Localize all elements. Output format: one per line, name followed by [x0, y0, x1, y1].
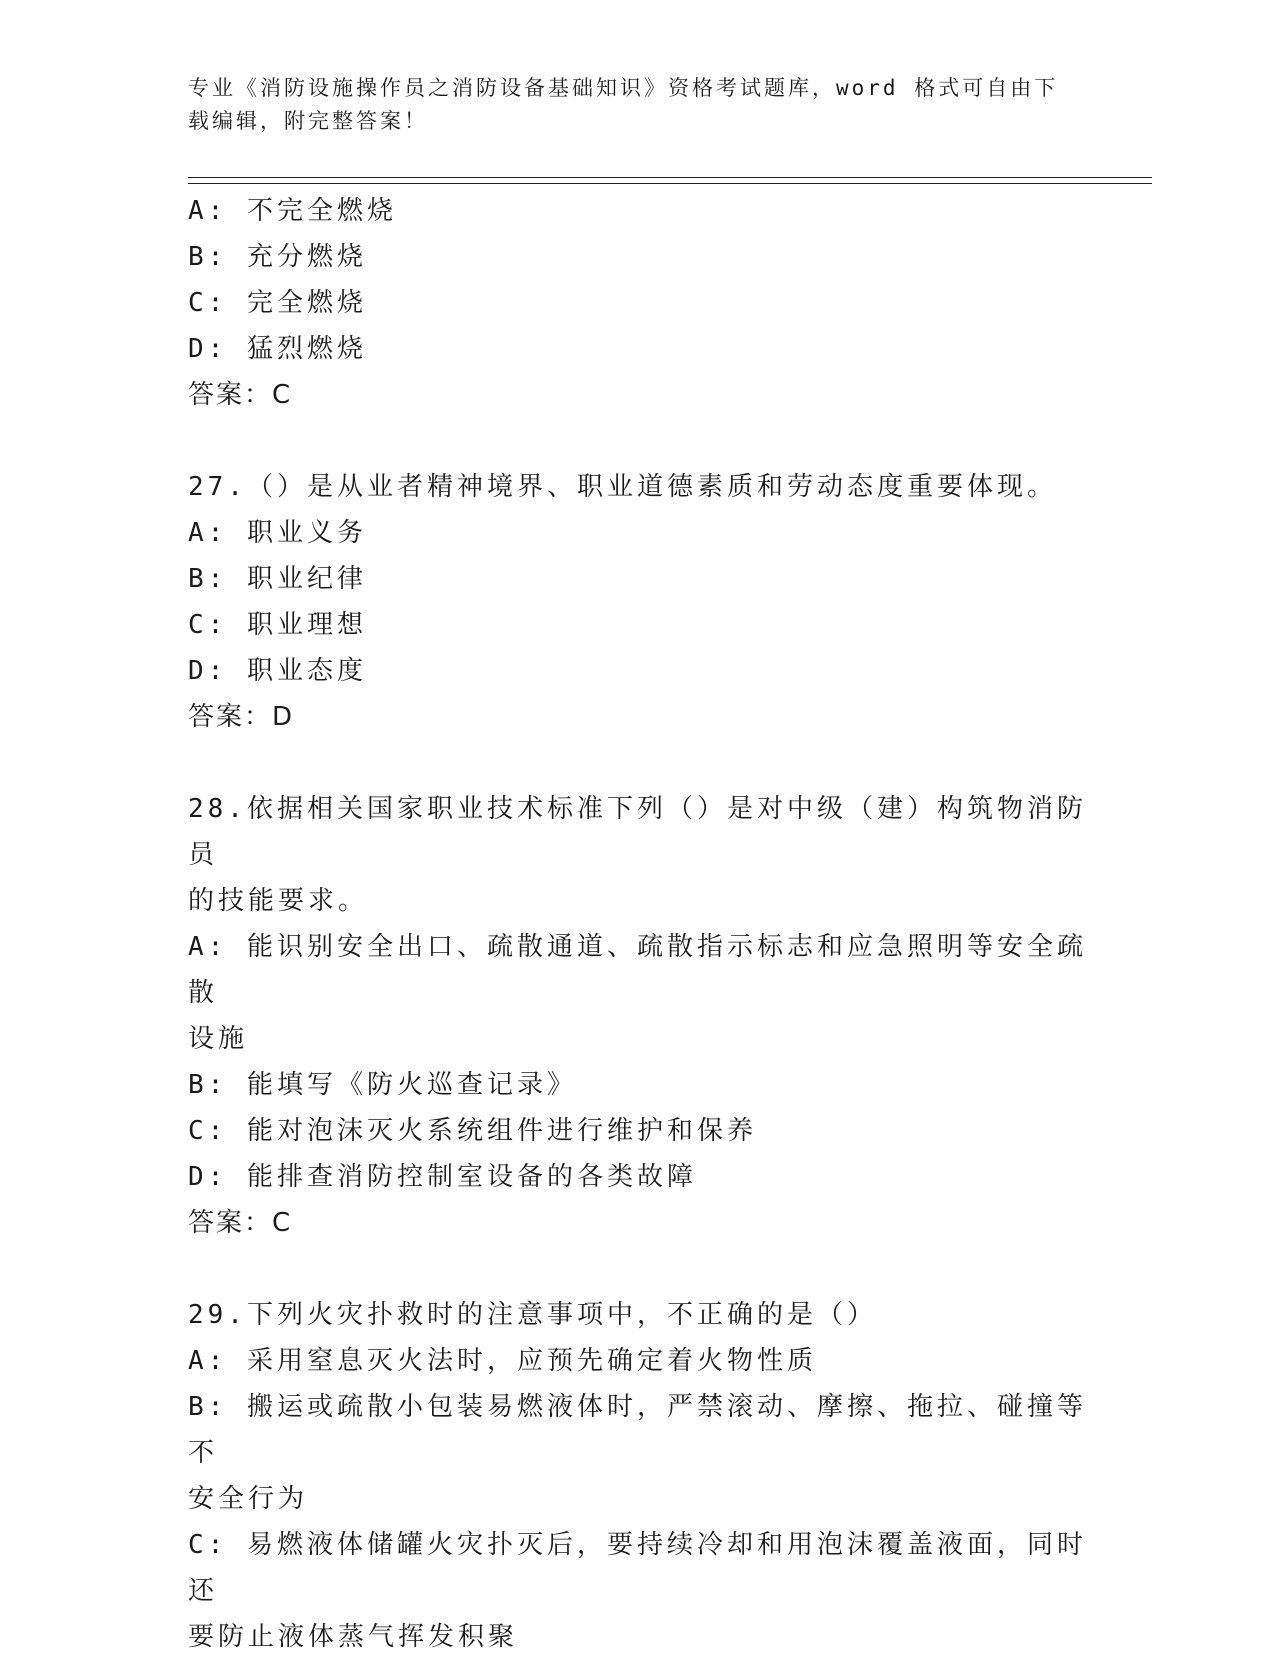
option-c-line-2: 要防止液体蒸气挥发积聚 — [188, 1622, 519, 1652]
question-list — [188, 188, 1088, 1660]
question-29 — [188, 1292, 1088, 1660]
spacer — [188, 418, 1088, 464]
answer: 答案：D — [188, 702, 295, 732]
spacer — [188, 740, 1088, 786]
answer: 答案：C — [188, 1208, 293, 1238]
header-divider-bottom — [188, 183, 1152, 184]
document-header — [188, 72, 1068, 138]
header-divider-top — [188, 177, 1152, 178]
option-c: C: 完全燃烧 — [188, 288, 367, 318]
question-26 — [188, 188, 1088, 418]
option-a: A: 职业义务 — [188, 518, 367, 548]
question-28 — [188, 786, 1088, 1246]
option-b-line-1: B: 搬运或疏散小包装易燃液体时，严禁滚动、摩擦、拖拉、碰撞等不 — [188, 1392, 1087, 1468]
question-stem-line-1: 28.依据相关国家职业技术标准下列（）是对中级（建）构筑物消防员 — [188, 794, 1087, 870]
question-27 — [188, 464, 1088, 740]
option-d: D: 职业态度 — [188, 656, 367, 686]
option-b: B: 充分燃烧 — [188, 242, 367, 272]
option-b: B: 职业纪律 — [188, 564, 367, 594]
header-line-2: 载编辑，附完整答案！ — [188, 109, 428, 133]
option-d: D: 猛烈燃烧 — [188, 334, 367, 364]
answer: 答案：C — [188, 380, 293, 410]
option-a: A: 采用窒息灭火法时，应预先确定着火物性质 — [188, 1346, 817, 1376]
question-stem: 27.（）是从业者精神境界、职业道德素质和劳动态度重要体现。 — [188, 472, 1057, 502]
spacer — [188, 1246, 1088, 1292]
option-b: B: 能填写《防火巡查记录》 — [188, 1070, 577, 1100]
header-line-1: 专业《消防设施操作员之消防设备基础知识》资格考试题库，word 格式可自由下 — [188, 76, 1059, 100]
question-stem: 29.下列火灾扑救时的注意事项中，不正确的是（） — [188, 1300, 877, 1330]
question-stem-line-2: 的技能要求。 — [188, 886, 369, 916]
option-a: A: 不完全燃烧 — [188, 196, 397, 226]
option-c: C: 职业理想 — [188, 610, 367, 640]
option-d: D: 能排查消防控制室设备的各类故障 — [188, 1162, 697, 1192]
option-c: C: 能对泡沫灭火系统组件进行维护和保养 — [188, 1116, 757, 1146]
option-a-line-1: A: 能识别安全出口、疏散通道、疏散指示标志和应急照明等安全疏散 — [188, 932, 1087, 1008]
option-b-line-2: 安全行为 — [188, 1484, 309, 1514]
option-a-line-2: 设施 — [188, 1024, 249, 1054]
option-c-line-1: C: 易燃液体储罐火灾扑灭后，要持续冷却和用泡沫覆盖液面，同时还 — [188, 1530, 1087, 1606]
